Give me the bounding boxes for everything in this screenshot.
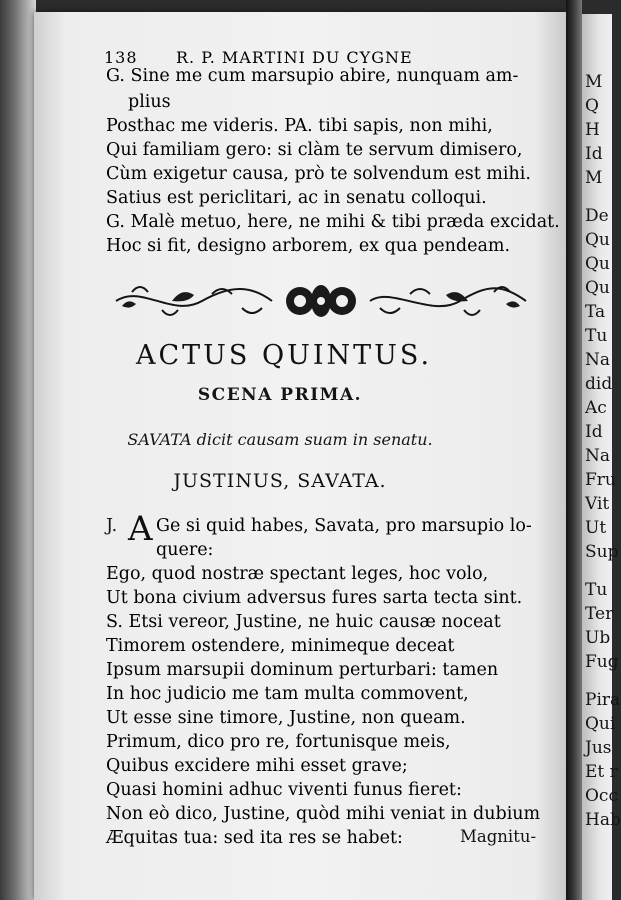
- printers-ornament: [112, 280, 530, 322]
- facing-page-fragment: Fru: [585, 470, 616, 490]
- facing-page-fragment: Qu: [585, 254, 610, 274]
- facing-page-fragment: Ut: [585, 518, 607, 538]
- drop-capital: A: [128, 509, 153, 549]
- verse-line: G. Malè metuo, here, ne mihi & tibi præda excidat.: [106, 212, 560, 232]
- verse-line: Ge si quid habes, Savata, pro marsupio lo-: [156, 516, 532, 536]
- scene-title: SCENA PRIMA.: [197, 385, 363, 405]
- facing-page-fragment: Q: [585, 96, 599, 116]
- verse-line: Quasi homini adhuc viventi funus fieret:: [106, 780, 462, 800]
- facing-page-fragment: Ub: [585, 628, 611, 648]
- facing-page-fragment: Qu: [585, 230, 610, 250]
- verse-line: Primum, dico pro re, fortunisque meis,: [106, 732, 451, 752]
- verse-line: Posthac me videris. PA. tibi sapis, non mihi,: [106, 116, 493, 136]
- dramatis-personae: JUSTINUS, SAVATA.: [173, 470, 387, 492]
- verse-line: Quibus excidere mihi esset grave;: [106, 756, 408, 776]
- facing-page-fragment: De: [585, 206, 609, 226]
- verse-line: Ipsum marsupii dominum perturbari: tamen: [106, 660, 499, 680]
- verse-line: Ut esse sine timore, Justine, non queam.: [106, 708, 466, 728]
- catchword: Magnitu-: [460, 827, 537, 846]
- page-number: 138: [104, 48, 138, 67]
- facing-page-fragment: Ter: [585, 604, 614, 624]
- book-gutter: [566, 0, 582, 900]
- facing-page-fragment: Qui: [585, 714, 616, 734]
- verse-line: Ego, quod nostræ spectant leges, hoc volo,: [106, 564, 489, 584]
- verse-line: Qui familiam gero: si clàm te servum dimisero,: [106, 140, 523, 160]
- facing-page-fragment: Hab: [585, 810, 621, 830]
- act-title: ACTUS QUINTUS.: [135, 340, 433, 371]
- verse-line: Satius est periclitari, ac in senatu colloqui.: [106, 188, 487, 208]
- facing-page-fragment: Et r: [585, 762, 618, 782]
- verse-line: Æquitas tua: sed ita res se habet:: [106, 828, 403, 848]
- facing-page-fragment: Sup: [585, 542, 619, 562]
- speaker-initial: J.: [106, 516, 118, 536]
- facing-page-fragment: Pira: [585, 690, 621, 710]
- facing-page-fragment: Tu: [585, 326, 608, 346]
- facing-page-fragment: Na: [585, 350, 611, 370]
- facing-page-fragment: Id: [585, 422, 603, 442]
- facing-page-fragment: Qu: [585, 278, 610, 298]
- verse-line: Ut bona civium adversus fures sarta tecta sint.: [106, 588, 523, 608]
- facing-page-fragment: Fug: [585, 652, 619, 672]
- facing-page-fragment: did: [585, 374, 613, 394]
- facing-page-fragment: Occ: [585, 786, 618, 806]
- facing-page-fragment: Tu: [585, 580, 608, 600]
- verse-line: Non eò dico, Justine, quòd mihi veniat in dubium: [106, 804, 541, 824]
- facing-page-fragment: M: [585, 168, 603, 188]
- facing-page-fragment: Jus: [585, 738, 612, 758]
- facing-page-edge: [582, 14, 621, 900]
- verse-line: G. Sine me cum marsupio abire, nunquam am-: [106, 66, 519, 86]
- verse-line: S. Etsi vereor, Justine, ne huic causæ noceat: [106, 612, 501, 632]
- verse-line: plius: [128, 92, 171, 112]
- facing-page-fragment: H: [585, 120, 600, 140]
- facing-page-fragment: Id: [585, 144, 603, 164]
- facing-page-fragment: M: [585, 72, 603, 92]
- facing-page-fragment: Vit: [585, 494, 610, 514]
- facing-page-fragment: Ta: [585, 302, 606, 322]
- verse-line: Cùm exigetur causa, prò te solvendum est mihi.: [106, 164, 531, 184]
- facing-page-fragment: Ac: [585, 398, 607, 418]
- verse-line: Timorem ostendere, minimeque deceat: [106, 636, 455, 656]
- verse-line: In hoc judicio me tam multa commovent,: [106, 684, 469, 704]
- verse-line: quere:: [156, 540, 214, 560]
- scene-argument: SAVATA dicit causam suam in senatu.: [127, 430, 433, 449]
- verse-line: Hoc si fit, designo arborem, ex qua pendeam.: [106, 236, 511, 256]
- book-binding-edge: [0, 0, 36, 900]
- facing-page-fragment: Na: [585, 446, 611, 466]
- running-title: R. P. MARTINI DU CYGNE: [176, 48, 413, 67]
